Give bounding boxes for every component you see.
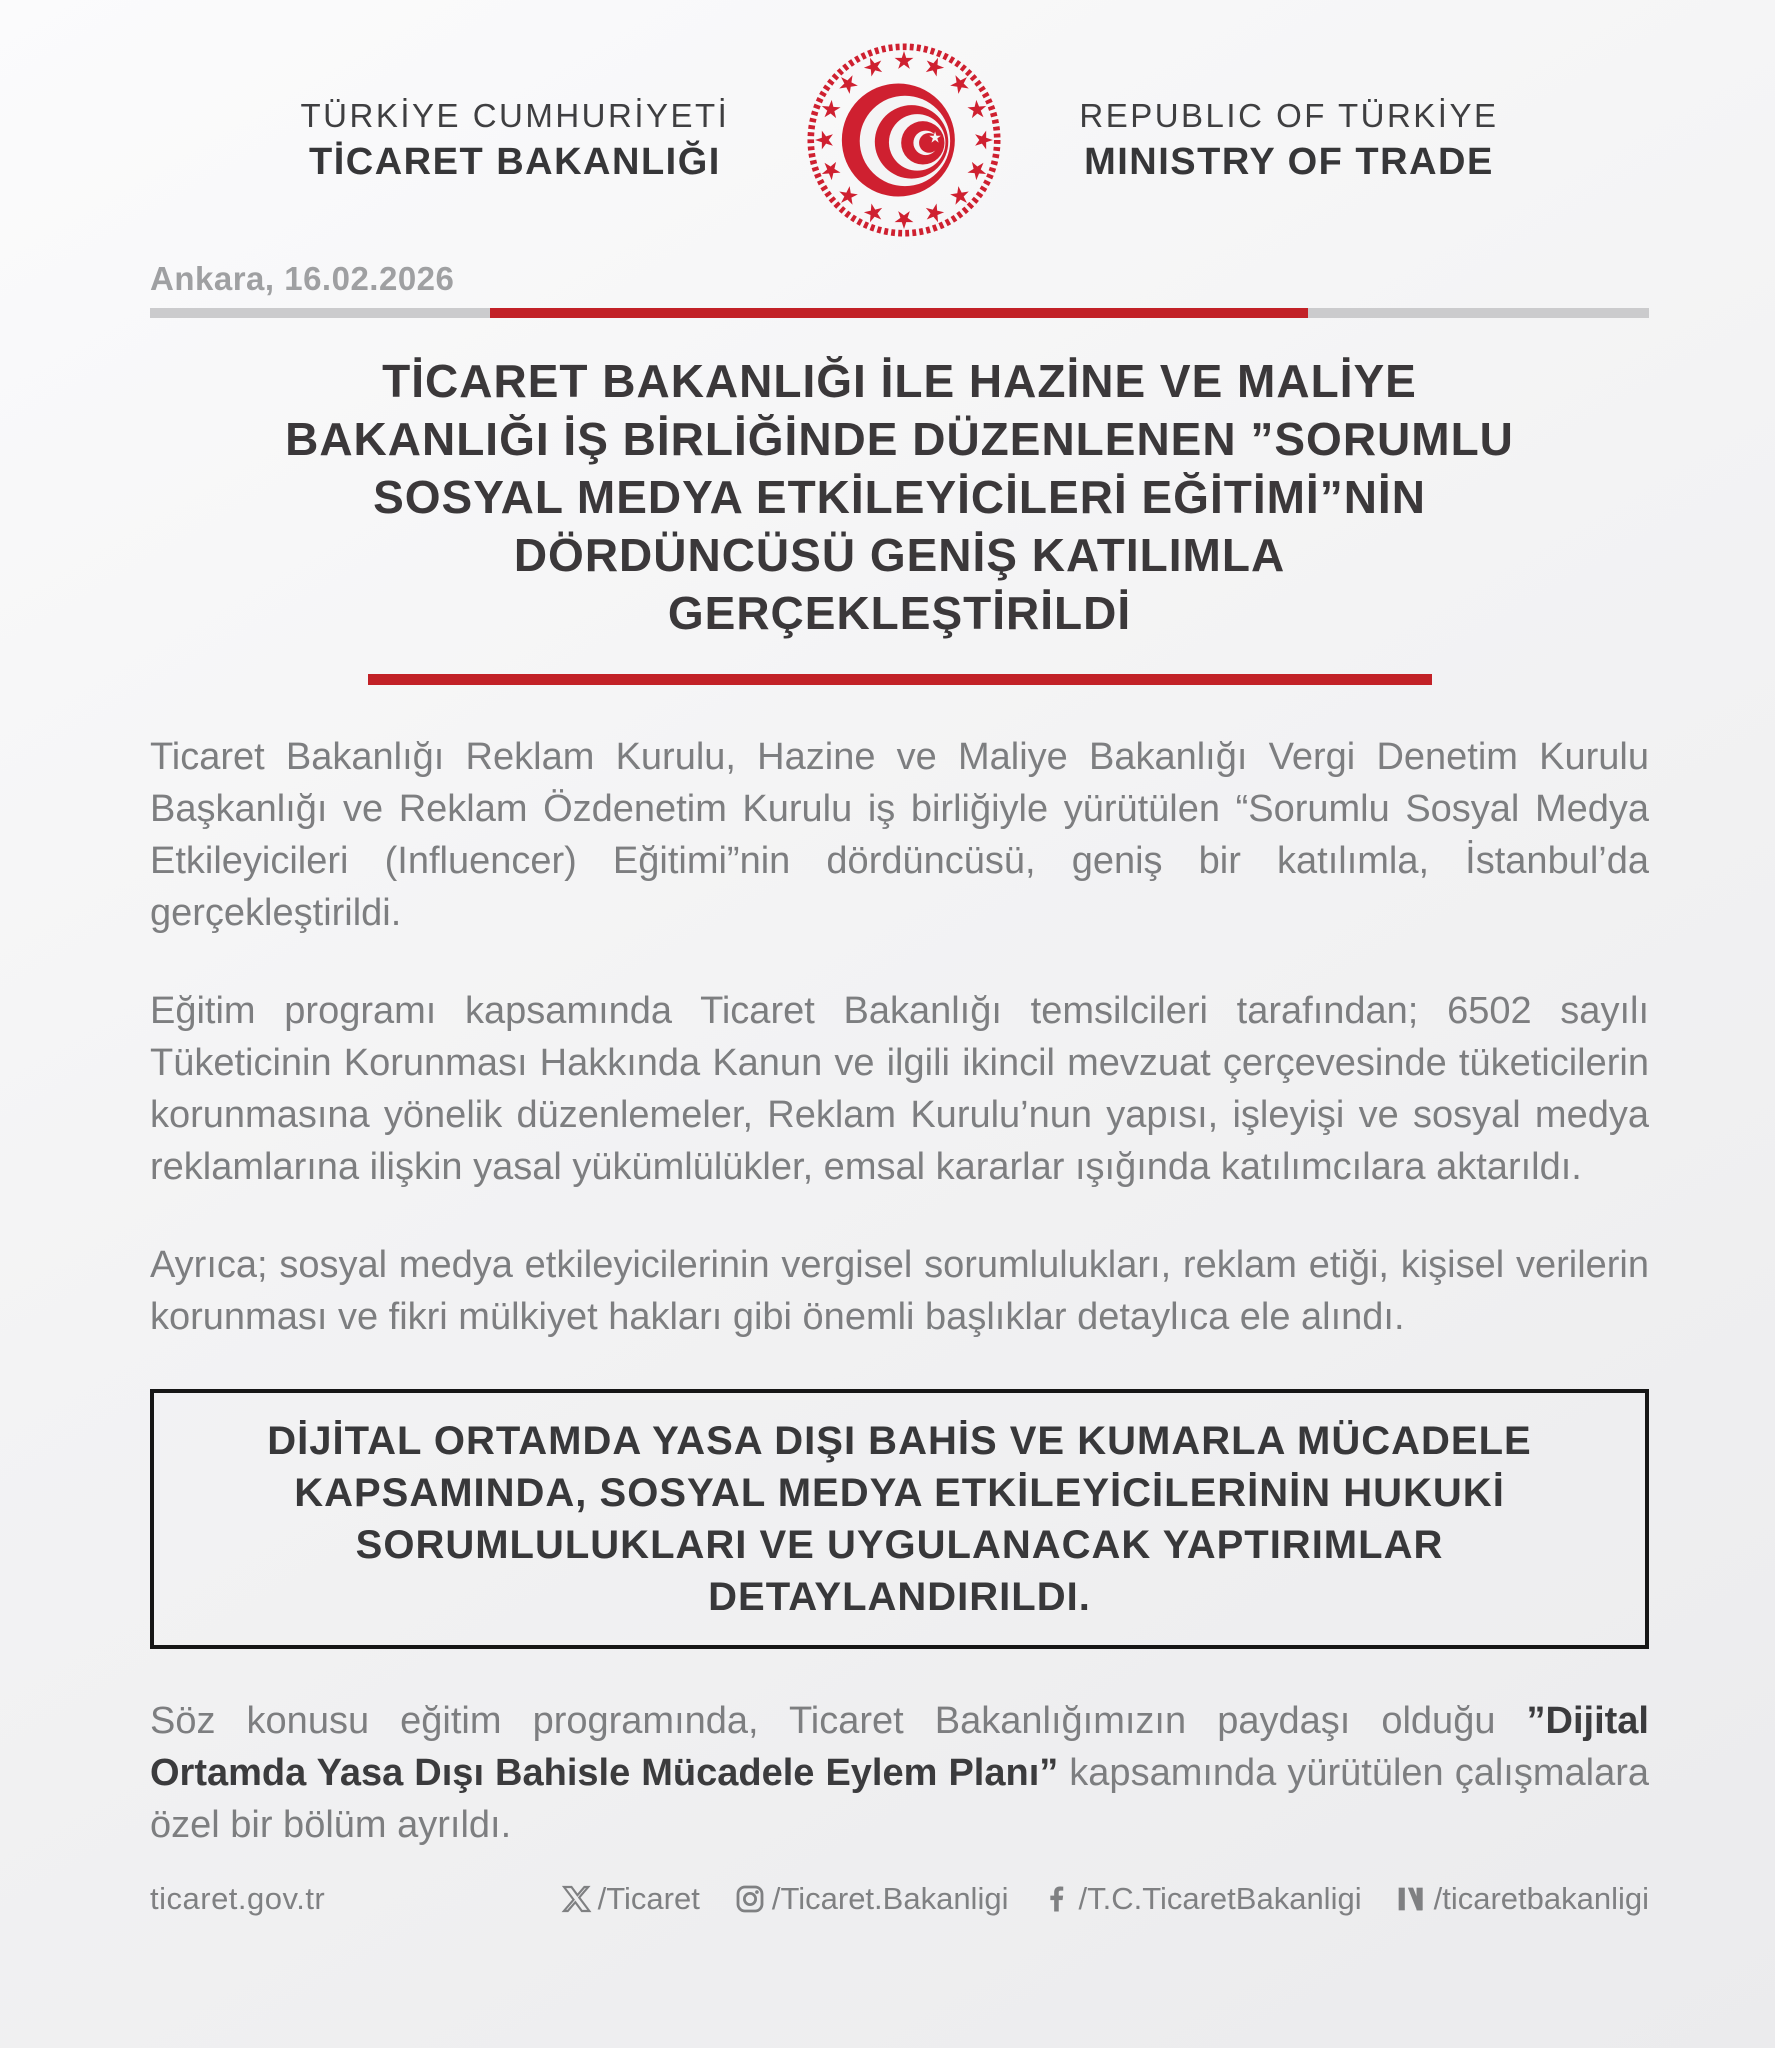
- ministry-name-tr-line2: TİCARET BAKANLIĞI: [309, 140, 721, 183]
- highlight-box-line: DİJİTAL ORTAMDA YASA DIŞI BAHİS VE KUMARLA MÜCADELE: [267, 1419, 1532, 1463]
- footer: [150, 1881, 1649, 1917]
- closing-paragraph-prefix: Söz konusu eğitim programında, Ticaret Bakanlığımızın paydaşı olduğu: [150, 1700, 1527, 1742]
- ministry-name-en-line2: MINISTRY OF TRADE: [1084, 140, 1494, 183]
- social-handle: /ticaretbakanligi: [1433, 1881, 1649, 1916]
- closing-paragraph: [150, 1695, 1649, 1851]
- social-row: [560, 1881, 1649, 1917]
- ministry-of-trade-emblem-icon: [791, 27, 1017, 253]
- headline-line: DÖRDÜNCÜSÜ GENİŞ KATILIMLA: [513, 529, 1286, 581]
- social-item-facebook[interactable]: [1042, 1881, 1361, 1917]
- paragraph-3: Ayrıca; sosyal medya etkileyicilerinin vergisel sorumlulukları, reklam etiği, kişisel verilerin korunması ve fikri mülkiyet hakları gibi önemli başlıklar detaylıca ele alındı.: [150, 1244, 1649, 1338]
- highlight-box-line: SORUMLULUKLARI VE UYGULANACAK YAPTIRIMLAR: [355, 1523, 1444, 1567]
- headline-line: TİCARET BAKANLIĞI İLE HAZİNE VE MALİYE: [382, 355, 1417, 407]
- ministry-name-tr-line1: TÜRKİYE CUMHURİYETİ: [300, 96, 730, 134]
- ministry-name-english: [1079, 97, 1498, 184]
- headline-line: GERÇEKLEŞTİRİLDİ: [667, 587, 1132, 639]
- dateline: Ankara, 16.02.2026: [150, 260, 455, 297]
- headline-rule: [368, 674, 1432, 685]
- headline-line: SOSYAL MEDYA ETKİLEYİCİLERİ EĞİTİMİ”NİN: [373, 471, 1426, 523]
- social-handle: /Ticaret.Bakanligi: [771, 1881, 1009, 1916]
- facebook-icon: [1042, 1884, 1072, 1914]
- highlight-box-line: DETAYLANDIRILDI.: [708, 1575, 1091, 1619]
- top-divider-red-segment: [490, 308, 1308, 318]
- website-link[interactable]: ticaret.gov.tr: [150, 1881, 326, 1916]
- headline-line: BAKANLIĞI İŞ BİRLİĞİNDE DÜZENLENEN ”SORUMLU: [285, 413, 1514, 465]
- social-item-instagram[interactable]: [734, 1881, 1009, 1917]
- x-icon: [560, 1883, 592, 1915]
- ministry-name-en-line1: REPUBLIC OF TÜRKİYE: [1079, 96, 1499, 134]
- ministry-name-turkish: [301, 97, 730, 184]
- headline: [150, 352, 1649, 642]
- header: [150, 24, 1649, 256]
- paragraph-2: Eğitim programı kapsamında Ticaret Bakanlığı temsilcileri tarafından; 6502 sayılı Tüketicinin Korunması Hakkında Kanun ve ilgili ikincil mevzuat çerçevesinde tüketicilerin korunmasına yönelik düzenlemeler, Reklam Kurulu’nun yapısı, işleyişi ve sosyal medya reklamlarına ilişkin yasal yükümlülükler, emsal kararlar ışığında katılımcılara aktarıldı.: [150, 990, 1649, 1188]
- top-divider: [150, 308, 1649, 318]
- social-item-nsosyal[interactable]: [1396, 1881, 1649, 1917]
- closing-paragraph-bold: ”Dijital Ortamda Yasa Dışı Bahisle Mücadele Eylem Planı”: [150, 1700, 1649, 1794]
- highlight-box-line: KAPSAMINDA, SOSYAL MEDYA ETKİLEYİCİLERİNİN HUKUKİ: [294, 1471, 1505, 1515]
- closing-paragraph-suffix: kapsamında yürütülen çalışmalara özel bir bölüm ayrıldı.: [150, 1752, 1650, 1846]
- social-handle: /Ticaret: [597, 1881, 700, 1916]
- instagram-icon: [734, 1883, 766, 1915]
- social-item-x[interactable]: [560, 1881, 700, 1917]
- paragraph-1: Ticaret Bakanlığı Reklam Kurulu, Hazine ve Maliye Bakanlığı Vergi Denetim Kurulu Başkanlığı ve Reklam Özdenetim Kurulu iş birliğiyle yürütülen “Sorumlu Sosyal Medya Etkileyicileri (Influencer) Eğitimi”nin dördüncüsü, geniş bir katılımla, İstanbul’da gerçekleştirildi.: [150, 736, 1649, 934]
- social-handle: /T.C.TicaretBakanligi: [1078, 1881, 1362, 1916]
- nsosyal-icon: [1396, 1883, 1428, 1915]
- highlight-box: [150, 1389, 1649, 1649]
